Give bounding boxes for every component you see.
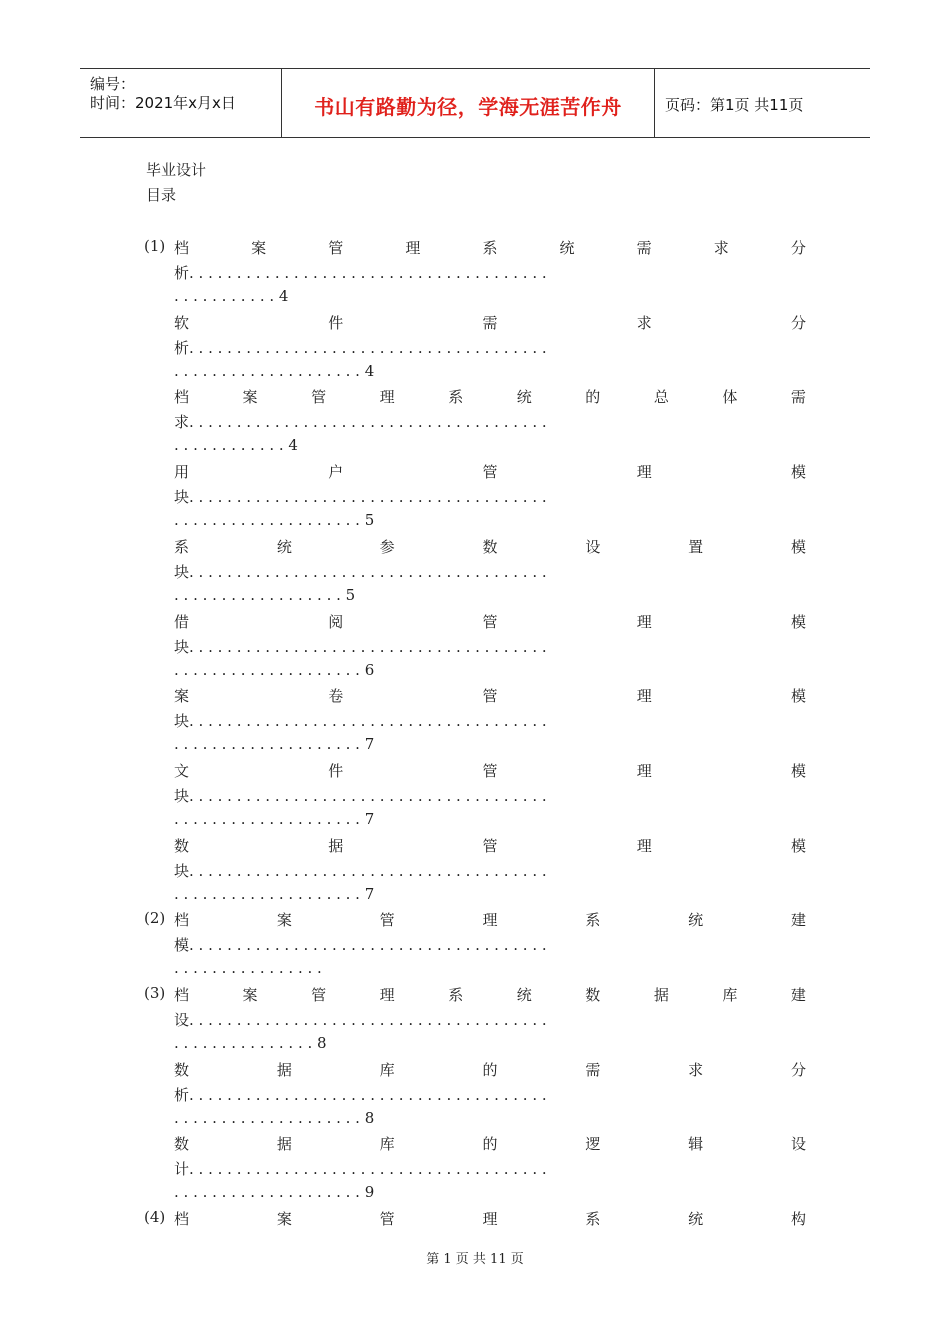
toc-leader-dots: . . . . . . . . . . . . . . . . . . . . . . . . . . . . . . . . . . . . . .	[189, 562, 547, 581]
toc-title-char: 管	[482, 836, 498, 855]
toc-leader-dots: . . . . . . . . . . . . . . . . . . . . . . . . . . . . . . . . . . . . . .	[189, 1085, 547, 1104]
toc-title-char: 参	[379, 537, 395, 556]
toc-page-number-line: . . . . . . . . . . . . . . . . . . . . 8	[174, 1108, 375, 1127]
toc-leader-dots: . . . . . . . . . . . . . . . . . . . . . . . . . . . . . . . . . . . . . .	[189, 712, 547, 731]
toc-leader-line	[174, 636, 806, 657]
toc-title-char: 件	[328, 761, 344, 780]
number-label: 编号：	[90, 75, 136, 93]
toc-entry-title[interactable]	[174, 611, 806, 632]
toc-title-char: 模	[790, 761, 806, 780]
header-motto-cell	[282, 69, 655, 137]
toc-leader-line	[174, 1009, 806, 1030]
page-header	[80, 68, 870, 138]
toc-title-char: 管	[379, 911, 395, 930]
toc-title-last-char: 模	[174, 936, 190, 955]
toc-title-char: 理	[636, 463, 652, 482]
toc-title-char: 理	[405, 239, 421, 257]
motto: 书山有路勤为径，学海无涯苦作舟	[314, 95, 622, 119]
toc-leader-dots: . . . . . . . . . . . . . . . . . . . . . . . . . . . . . . . . . . . . . .	[189, 936, 547, 955]
toc-title-char: 求	[688, 1060, 704, 1079]
toc-leader-line	[174, 1158, 806, 1179]
toc-leader-dots: . . . . . . . . . . . . . . . . . . . . . . . . . . . . . . . . . . . . . .	[189, 264, 547, 282]
toc-title-char: 管	[311, 388, 327, 407]
toc-title-char: 据	[328, 836, 344, 855]
toc-title-char: 卷	[328, 687, 344, 706]
toc-title-char: 借	[174, 612, 190, 631]
toc-leader-dots: . . . . . . . . . . . . . . . . . . . . . . . . . . . . . . . . . . . . . .	[189, 338, 547, 357]
toc-title-char: 置	[688, 537, 704, 556]
toc-entry-title[interactable]	[174, 536, 806, 557]
toc-title-last-char: 析	[174, 1085, 190, 1104]
toc-title-char: 统	[559, 239, 575, 257]
toc-title-char: 模	[790, 687, 806, 706]
toc-title-char: 设	[585, 537, 601, 556]
toc-title-last-char: 析	[174, 264, 190, 282]
toc-title-char: 管	[482, 463, 498, 482]
toc-title-char: 求	[636, 313, 652, 332]
toc-title-char: 案	[242, 388, 258, 407]
toc-leader-line	[174, 785, 806, 806]
toc-title-char: 件	[328, 313, 344, 332]
toc-title-char: 系	[448, 986, 464, 1004]
toc-title-char: 案	[242, 986, 258, 1004]
toc-title-char: 数	[174, 836, 190, 855]
toc-title-char: 据	[653, 986, 669, 1004]
toc-page-number-line: . . . . . . . . . . . . . . . . . . . . 7	[174, 809, 375, 828]
toc-title-last-char: 块	[174, 637, 190, 656]
toc-leader-line	[174, 486, 806, 507]
toc-title-char: 档	[174, 239, 190, 257]
toc-page-number-line: . . . . . . . . . . . . . . . . . . 5	[174, 585, 356, 604]
toc-number: (1)	[144, 237, 166, 255]
toc-title-char: 统	[516, 388, 532, 407]
toc-leader-dots: . . . . . . . . . . . . . . . . . . . . . . . . . . . . . . . . . . . . . .	[189, 1160, 547, 1179]
toc-leader-dots: . . . . . . . . . . . . . . . . . . . . . . . . . . . . . . . . . . . . . .	[189, 488, 547, 507]
toc-title-char: 文	[174, 761, 190, 780]
toc-leader-line	[174, 934, 806, 955]
toc-page-number-line: . . . . . . . . . . . . . . . . . . . . 7	[174, 884, 375, 903]
toc-title-char: 统	[276, 537, 292, 556]
page-footer: 第 1 页 共 11 页	[426, 1252, 524, 1267]
toc-leader-line	[174, 262, 806, 283]
toc-entry-title[interactable]	[174, 1208, 806, 1229]
toc-title-char: 管	[482, 687, 498, 706]
toc-title-char: 理	[636, 612, 652, 631]
toc-title-char: 模	[790, 463, 806, 482]
toc-entry-title[interactable]	[174, 312, 806, 333]
toc-entry-title[interactable]	[174, 760, 806, 781]
toc-title-last-char: 析	[174, 338, 190, 357]
toc-title-char: 系	[585, 1210, 601, 1229]
toc-title-char: 库	[722, 986, 738, 1004]
toc-title-char: 理	[379, 986, 395, 1004]
toc-title-char: 理	[482, 911, 498, 930]
toc-title-last-char: 计	[174, 1160, 190, 1179]
toc-title-char: 管	[482, 761, 498, 780]
toc-title-char: 理	[636, 836, 652, 855]
toc-leader-line	[174, 860, 806, 881]
toc-title-last-char: 设	[174, 1011, 190, 1029]
toc-title-char: 案	[276, 1210, 292, 1229]
toc-page-number-line: . . . . . . . . . . . . . . . . . . . . 5	[174, 511, 375, 530]
toc-title-char: 体	[722, 388, 738, 407]
toc-leader-dots: . . . . . . . . . . . . . . . . . . . . . . . . . . . . . . . . . . . . . .	[189, 786, 547, 805]
toc-title-char: 分	[790, 1060, 806, 1079]
toc-number: (2)	[144, 909, 166, 928]
toc-leader-dots: . . . . . . . . . . . . . . . . . . . . . . . . . . . . . . . . . . . . . .	[189, 861, 547, 880]
toc-title-char: 分	[790, 313, 806, 332]
toc-entry-title[interactable]	[174, 461, 806, 482]
toc-title-char: 建	[790, 986, 806, 1004]
toc-number: (4)	[144, 1208, 166, 1227]
toc-title-char: 的	[585, 388, 601, 407]
toc-title-char: 据	[276, 1060, 292, 1079]
toc-title-char: 管	[482, 612, 498, 631]
toc-title-char: 逻	[585, 1135, 601, 1154]
toc-title-char: 管	[311, 986, 327, 1004]
toc-leader-dots: . . . . . . . . . . . . . . . . . . . . . . . . . . . . . . . . . . . . . .	[189, 1011, 547, 1029]
toc-title-char: 的	[482, 1135, 498, 1154]
toc-title-char: 案	[251, 239, 267, 257]
toc-title-char: 系	[448, 388, 464, 407]
toc-title-char: 统	[688, 911, 704, 930]
header-page-cell	[655, 69, 870, 137]
toc-title-char: 户	[328, 463, 344, 482]
toc-title-char: 需	[585, 1060, 601, 1079]
toc-entry-title[interactable]	[174, 835, 806, 856]
toc-entry-title[interactable]	[174, 909, 806, 930]
toc-title-last-char: 块	[174, 488, 190, 507]
toc-title-char: 求	[713, 239, 729, 257]
toc-title-char: 模	[790, 537, 806, 556]
toc-title-char: 系	[482, 239, 498, 257]
toc-entry-title[interactable]	[174, 685, 806, 706]
toc-title-last-char: 求	[174, 413, 190, 432]
toc-page-number-line: . . . . . . . . . . . . . . . .	[174, 959, 322, 978]
toc-leader-line	[174, 337, 806, 358]
toc-leader-line	[174, 411, 806, 432]
toc-title-char: 理	[379, 388, 395, 407]
toc-title-char: 管	[328, 239, 344, 257]
toc-title-char: 管	[379, 1210, 395, 1229]
toc-entry-title[interactable]	[174, 1059, 806, 1080]
toc-title-char: 需	[636, 239, 652, 257]
toc-title-char: 统	[688, 1210, 704, 1229]
toc-title-char: 软	[174, 313, 190, 332]
time-label: 时间：2021年x月x日	[90, 94, 236, 112]
toc-title-char: 数	[174, 1135, 190, 1154]
toc-title-last-char: 块	[174, 861, 190, 880]
toc-title-char: 需	[482, 313, 498, 332]
toc-title-char: 数	[585, 986, 601, 1004]
toc-title-char: 档	[174, 986, 190, 1004]
doc-title: 毕业设计	[146, 161, 207, 179]
toc-title-last-char: 块	[174, 562, 190, 581]
toc-leader-line	[174, 710, 806, 731]
toc-title-char: 档	[174, 388, 190, 407]
toc-title-char: 设	[790, 1135, 806, 1154]
toc-title-char: 模	[790, 836, 806, 855]
toc-title-char: 案	[174, 687, 190, 706]
page-label: 页码：第1页 共11页	[665, 96, 804, 114]
toc-leader-dots: . . . . . . . . . . . . . . . . . . . . . . . . . . . . . . . . . . . . . .	[189, 637, 547, 656]
toc-title-char: 模	[790, 612, 806, 631]
toc-title-char: 系	[174, 537, 190, 556]
toc-title-char: 阅	[328, 612, 344, 631]
toc-title-char: 档	[174, 911, 190, 930]
toc-page-number-line: . . . . . . . . . . . . . . . . . . . . 6	[174, 660, 375, 679]
toc-entry-title[interactable]	[174, 1133, 806, 1154]
toc-title-char: 总	[653, 388, 669, 407]
toc-title-char: 需	[790, 388, 806, 407]
toc-page-number-line: . . . . . . . . . . . . 4	[174, 436, 298, 455]
toc-title-char: 辑	[688, 1135, 704, 1154]
toc-number: (3)	[144, 984, 166, 1002]
toc-title-char: 理	[636, 687, 652, 706]
toc-title-char: 据	[276, 1135, 292, 1154]
toc-title-char: 库	[379, 1135, 395, 1154]
toc-title-char: 库	[379, 1060, 395, 1079]
toc-leader-dots: . . . . . . . . . . . . . . . . . . . . . . . . . . . . . . . . . . . . . .	[189, 413, 547, 432]
toc-title-char: 分	[790, 239, 806, 257]
toc-entry-title[interactable]	[174, 237, 806, 258]
toc-page-number-line: . . . . . . . . . . . . . . . 8	[174, 1034, 327, 1052]
toc-page-number-line: . . . . . . . . . . . . . . . . . . . . 7	[174, 735, 375, 754]
doc-subtitle: 目录	[146, 186, 177, 204]
toc-title-char: 理	[636, 761, 652, 780]
header-meta-cell	[80, 69, 282, 137]
toc-title-char: 系	[585, 911, 601, 930]
toc-title-char: 数	[482, 537, 498, 556]
toc-title-last-char: 块	[174, 712, 190, 731]
toc-title-char: 建	[790, 911, 806, 930]
toc-title-char: 数	[174, 1060, 190, 1079]
toc-title-char: 档	[174, 1210, 190, 1229]
toc-page-number-line: . . . . . . . . . . . 4	[174, 287, 289, 305]
toc-entry-title[interactable]	[174, 984, 806, 1005]
toc-title-char: 用	[174, 463, 190, 482]
toc-leader-line	[174, 1084, 806, 1105]
toc-page-number-line: . . . . . . . . . . . . . . . . . . . . 9	[174, 1183, 375, 1202]
toc-title-last-char: 块	[174, 786, 190, 805]
toc-title-char: 构	[790, 1210, 806, 1229]
toc-title-char: 统	[516, 986, 532, 1004]
toc-entry-title[interactable]	[174, 386, 806, 407]
toc-leader-line	[174, 561, 806, 582]
toc-title-char: 理	[482, 1210, 498, 1229]
toc-page-number-line: . . . . . . . . . . . . . . . . . . . . 4	[174, 361, 375, 380]
toc-title-char: 的	[482, 1060, 498, 1079]
toc-title-char: 案	[276, 911, 292, 930]
